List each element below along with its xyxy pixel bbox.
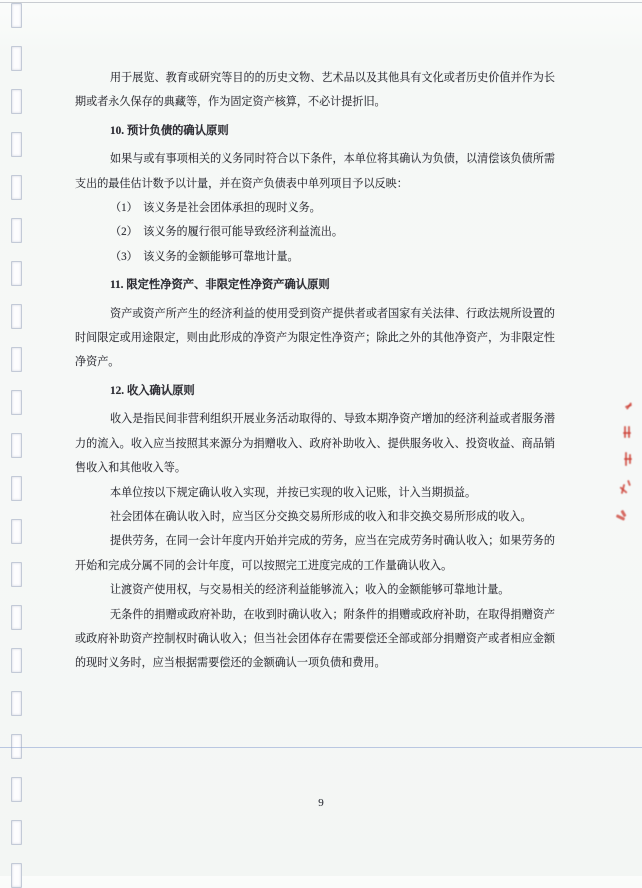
binding-hole [11,261,22,286]
binding-hole [11,175,22,200]
paragraph: 资产或资产所产生的经济利益的使用受到资产提供者或者国家有关法律、行政法规所设置的时间限定或用途限定，则由此形成的净资产为限定性净资产；除此之外的其他净资产，为非限定性净资产。 [75,307,555,369]
paragraph-intro: 用于展览、教育或研究等目的的历史文物、艺术品以及其他具有文化或者历史价值并作为长期或者永久保存的典藏等，作为固定资产核算，不必计提折旧。 [75,72,555,109]
list-item: （2） 该义务的履行很可能导致经济利益流出。 [110,226,343,239]
page-number: 9 [318,797,324,809]
binding-hole [11,562,22,587]
page-top-edge [0,2,642,3]
paragraph: 无条件的捐赠或政府补助，在收到时确认收入；附条件的捐赠或政府补助，在取得捐赠资产或政府补助资产控制权时确认收入；但当社会团体存在需要偿还全部或部分捐赠资产或者相应金额的现时义务时，应当根据需要偿还的金额确认一项负债和费用。 [75,608,555,670]
document-text-block [75,66,555,676]
list-item: （1） 该义务是社会团体承担的现时义务。 [110,202,321,215]
paragraph: 提供劳务，在同一会计年度内开始并完成的劳务，应当在完成劳务时确认收入；如果劳务的开始和完成分属不同的会计年度，可以按照完工进度完成的工作量确认收入。 [75,535,555,572]
binding-hole [11,218,22,243]
binding-hole [11,89,22,114]
binding-hole [11,347,22,372]
binding-hole [11,46,22,71]
paragraph: 收入是指民间非营利组织开展业务活动取得的、导致本期净资产增加的经济利益或者服务潜力的流入。收入应当按照其来源分为捐赠收入、政府补助收入、提供服务收入、投资收益、商品销售收入和其他收入等。 [75,413,555,475]
paragraph: 如果与或有事项相关的义务同时符合以下条件，本单位将其确认为负债，以清偿该负债所需支出的最佳估计数予以计量，并在资产负债表中单列项目予以反映： [75,153,555,190]
binding-hole [11,3,22,28]
binding-hole [11,820,22,845]
binding-hole [11,648,22,673]
binding-hole [11,304,22,329]
binding-hole [11,519,22,544]
horizontal-rule [0,747,642,748]
binding-rail [0,0,30,876]
paragraph: 本单位按以下规定确认收入实现，并按已实现的收入记账，计入当期损益。 [110,486,477,499]
section-heading-12: 12. 收入确认原则 [110,384,195,397]
binding-hole [11,390,22,415]
seal-stroke [627,480,631,486]
binding-hole [11,605,22,630]
binding-hole [11,476,22,501]
paragraph: 社会团体在确认收入时，应当区分交换交易所形成的收入和非交换交易所形成的收入。 [110,510,532,523]
section-heading-11: 11. 限定性净资产、非限定性净资产确认原则 [110,279,330,292]
section-heading-10: 10. 预计负债的确认原则 [110,124,229,137]
binding-hole [11,132,22,157]
seal-stroke [624,458,632,460]
seal-stroke [623,432,631,434]
list-item: （3） 该义务的金额能够可靠地计量。 [110,250,299,263]
binding-hole [11,433,22,458]
paragraph: 让渡资产使用权，与交易相关的经济利益能够流入；收入的金额能够可靠地计量。 [110,584,510,597]
binding-hole [11,691,22,716]
red-seal-fragment [612,396,642,544]
